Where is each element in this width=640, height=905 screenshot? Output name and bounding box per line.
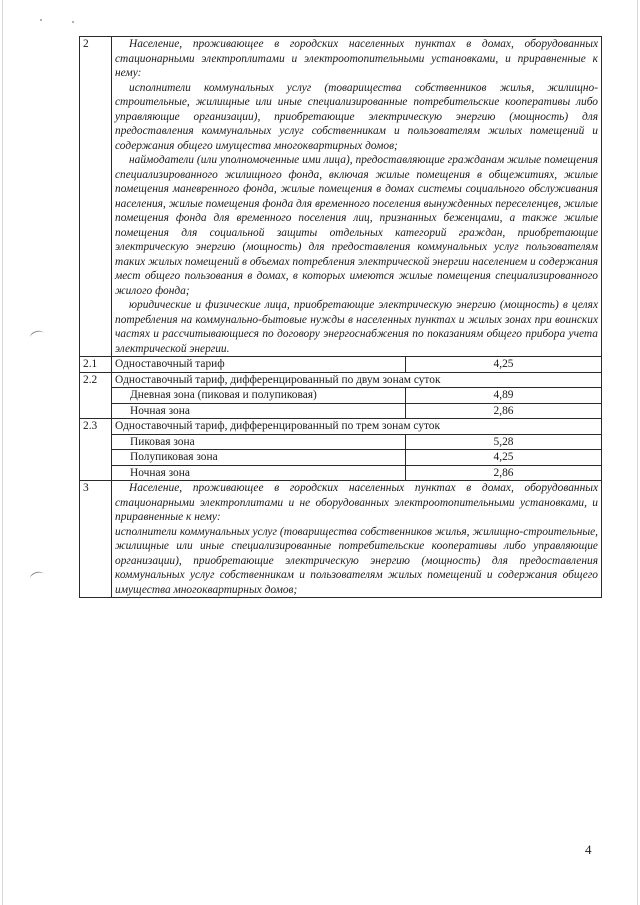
zone-label: Дневная зона (пиковая и полупиковая): [112, 388, 406, 404]
table-row-2: [80, 37, 602, 357]
paragraph: исполнители коммунальных услуг (товарищества собственников жилья, жилищно-строительные, жилищные или иные специализированные потребительские кооперативы либо управляющие организации), приобретающие электрическую энергию (мощность) для предоставления коммунальных услуг собственникам и пользователям жилых помещений и содержания общего имущества многоквартирных домов;: [115, 81, 598, 152]
zone-value: 2,86: [406, 465, 602, 481]
tariff-table: [79, 36, 602, 598]
table-row-3: [80, 481, 602, 598]
row-number: 2.2: [80, 372, 112, 419]
table-row-2-2: [80, 372, 602, 388]
scan-mark: [29, 329, 45, 342]
zone-value: 4,25: [406, 450, 602, 466]
row-number: 2.1: [80, 357, 112, 373]
table-row-2-3: [80, 419, 602, 435]
tariff-value: 4,25: [406, 357, 602, 373]
table-row-2-1: [80, 357, 602, 373]
scan-speck: [72, 21, 74, 23]
paragraph: Население, проживающее в городских населенных пунктах в домах, оборудованных стационарными электроплитами и не оборудованных электроотопительными установками, и приравненные к нему:: [115, 482, 598, 523]
row-description: [112, 37, 602, 357]
zone-label: Полупиковая зона: [112, 450, 406, 466]
zone-row: [80, 450, 602, 466]
zone-row: [80, 388, 602, 404]
row-number: 3: [80, 481, 112, 598]
paragraph: исполнители коммунальных услуг (товарищества собственников жилья, жилищно-строительные, жилищные или иные специализированные потребительские кооперативы либо управляющие организации), приобретающие электрическую энергию (мощность) для предоставления коммунальных услуг собственникам и пользователям жилых помещений и содержания общего имущества многоквартирных домов;: [115, 525, 598, 596]
row-number: 2.3: [80, 419, 112, 481]
paragraph: Население, проживающее в городских населенных пунктах в домах, оборудованных стационарными электроплитами и электроотопительными установками, и приравненные к нему:: [115, 38, 598, 79]
scan-speck: [40, 19, 42, 21]
tariff-label: Одноставочный тариф, дифференцированный по двум зонам суток: [112, 372, 602, 388]
zone-row: [80, 465, 602, 481]
zone-value: 4,89: [406, 388, 602, 404]
zone-value: 2,86: [406, 403, 602, 419]
scan-mark: [29, 570, 45, 583]
zone-label: Ночная зона: [112, 403, 406, 419]
tariff-label: Одноставочный тариф, дифференцированный по трем зонам суток: [112, 419, 602, 435]
zone-label: Пиковая зона: [112, 434, 406, 450]
zone-row: [80, 434, 602, 450]
tariff-label: Одноставочный тариф: [112, 357, 406, 373]
paragraph: наймодатели (или уполномоченные ими лица), предоставляющие гражданам жилые помещения специализированного жилищного фонда, включая жилые помещения в общежитиях, жилые помещения маневренного фонда, жилые помещения в домах системы социального обслуживания населения, жилые помещения фонда для временного поселения вынужденных переселенцев, жилые помещения фонда для временного поселения лиц, признанных беженцами, а также жилые помещения для социальной защиты отдельных категорий граждан, приобретающие электрическую энергию (мощность) для предоставления коммунальных услуг пользователям таких жилых помещений в объемах потребления электрической энергии населением и содержания мест общего пользования в домах, в которых имеются жилые помещения специализированного жилого фонда;: [115, 154, 598, 297]
row-number: 2: [80, 37, 112, 357]
zone-row: [80, 403, 602, 419]
row-description: [112, 481, 602, 598]
zone-label: Ночная зона: [112, 465, 406, 481]
scan-edge-right: [637, 0, 638, 905]
paragraph: юридические и физические лица, приобретающие электрическую энергию (мощность) в целях потребления на коммунально-бытовые нужды в населенных пунктах и жилых зонах при воинских частях и рассчитывающиеся по договору энергоснабжения по показаниям общего прибора учета электрической энергии.: [115, 299, 598, 355]
page-number: 4: [585, 842, 592, 857]
scan-edge-left: [2, 0, 3, 905]
zone-value: 5,28: [406, 434, 602, 450]
